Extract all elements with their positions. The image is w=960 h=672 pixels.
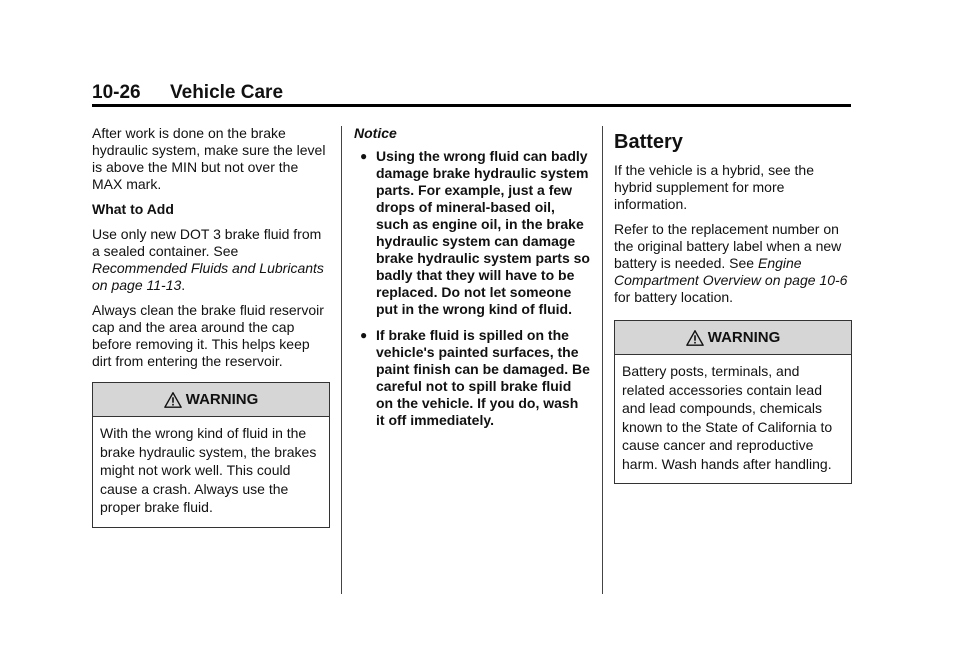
bullet-icon: ●: [360, 328, 368, 342]
notice-item: [354, 327, 590, 429]
warning-title: WARNING: [185, 391, 259, 408]
replacement-end: for battery location.: [614, 289, 734, 305]
bullet-icon: ●: [360, 149, 368, 163]
recommended-fluids-link[interactable]: Recommended Fluids and Lubricants on page 11-13: [92, 260, 324, 293]
column-right: [614, 125, 854, 484]
notice-item: [354, 148, 590, 318]
page-number: 10-26: [92, 82, 141, 103]
dot3-text: Use only new DOT 3 brake fluid from a sealed container. See: [92, 226, 322, 259]
battery-warning: [614, 320, 852, 484]
column-left: [92, 125, 332, 528]
warning-header: [93, 383, 329, 417]
notice-item-text: Using the wrong fluid can badly damage brake hydraulic system parts. For example, just a few drops of mineral-based oil, such as engine oil, in the brake hydraulic system can damage brake hydraulic system parts so badly that they will have to be replaced. Do not let someone put in the wrong kind of fluid.: [376, 148, 590, 317]
notice-list: [354, 148, 590, 429]
warning-body: With the wrong kind of fluid in the brake hydraulic system, the brakes might not work well. This could cause a crash. Always use the proper brake fluid.: [100, 425, 317, 515]
warning-triangle-icon: [164, 391, 182, 409]
warning-title: WARNING: [707, 329, 781, 346]
engine-compartment-link[interactable]: Engine Compartment Overview on page 10-6: [614, 255, 848, 288]
column-divider-1: [341, 126, 342, 594]
replacement-text: Refer to the replacement number on the original battery label when a new battery is needed. See: [614, 221, 842, 271]
what-to-add-heading: What to Add: [92, 201, 174, 217]
brake-fluid-warning: [92, 382, 330, 528]
replacement-paragraph: [614, 221, 854, 306]
column-divider-2: [602, 126, 603, 594]
column-middle: [354, 125, 590, 438]
dot3-end: .: [181, 277, 186, 293]
hybrid-paragraph: If the vehicle is a hybrid, see the hybrid supplement for more information.: [614, 162, 814, 212]
brake-level-paragraph: After work is done on the brake hydraulic system, make sure the level is above the MIN but not over the MAX mark.: [92, 125, 326, 192]
warning-triangle-icon: [686, 329, 704, 347]
notice-item-text: If brake fluid is spilled on the vehicle's painted surfaces, the paint finish can be damaged. Be careful not to spill brake fluid on the vehicle. If you do, wash it off immediately.: [376, 327, 590, 428]
header-rule: [92, 104, 851, 107]
warning-header: [615, 321, 851, 355]
warning-body: Battery posts, terminals, and related accessories contain lead and lead compounds, chemicals known to the State of California to cause cancer and reproductive harm. Wash hands after handling.: [622, 363, 833, 472]
section-title: Vehicle Care: [170, 82, 284, 103]
dot3-paragraph: [92, 226, 332, 294]
notice-title: Notice: [354, 125, 397, 141]
clean-cap-paragraph: Always clean the brake fluid reservoir cap and the area around the cap before removing it. This helps keep dirt from entering the reservoir.: [92, 302, 324, 369]
battery-heading: Battery: [614, 131, 683, 153]
